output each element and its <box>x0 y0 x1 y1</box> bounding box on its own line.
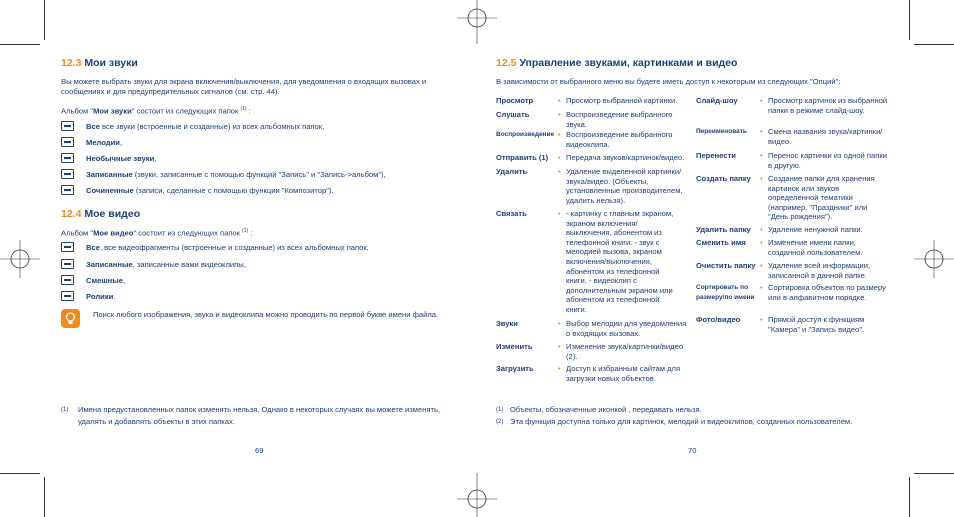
option-desc: • Изменение имени папки, созданной пользователем. <box>760 238 863 257</box>
crop-mark-top-left <box>44 0 45 40</box>
option-desc: • Создание папки для хранения картинок или звуков определенной тематики (например, "Праздники" или "День рождения"). <box>760 174 875 222</box>
option-desc: • Удаление выделенной картинки/звука/видео. (Объекты, установленные производителем, удалить нельзя). <box>558 167 683 205</box>
footnote-right-2: (2) Эта функция доступна только для картинок, мелодий и видеоклипов, созданных пользователем. <box>496 417 853 426</box>
crop-mark-bottom-right <box>909 477 910 517</box>
tip-text: Поиск любого изображения, звука и видеоклипа можно проводить по первой букве имени файла. <box>93 310 439 319</box>
option-label: Воспроизведение <box>496 131 555 138</box>
option-label: Удалить папку <box>696 225 751 234</box>
section-12-3-heading <box>61 57 138 69</box>
option-desc: • Воспроизведение выбранного видеоклипа. <box>558 130 673 149</box>
option-label: Сортировать по размеру/по имени <box>696 284 755 301</box>
registration-mark-right <box>914 236 954 282</box>
option-label: Отправить (1) <box>496 153 549 162</box>
option-label: Перенести <box>696 151 736 160</box>
option-label: Фото/видео <box>696 315 741 324</box>
crop-mark-bottom-left <box>44 477 45 517</box>
option-desc: • Сортировка объектов по размеру или в алфавитном порядке. <box>760 283 886 302</box>
option-label: Просмотр <box>496 96 534 105</box>
crop-mark-bottom-left-h <box>0 473 40 474</box>
option-desc: • Воспроизведение выбранного звука. <box>558 110 673 129</box>
option-desc: • Просмотр картинок из выбранной папки в режиме слайд-шоу. <box>760 96 888 115</box>
clips-icon <box>61 291 74 301</box>
intro-paragraph: Вы можете выбрать звуки для экрана включения/выключения, для уведомления о входящих вызовах и сообщениях и для предупредительных сигналов (см. стр. 44). <box>61 77 427 96</box>
footnote-left: (1) Имена предустановленных папок изменять нельзя. Однако в некоторых случаях вы можете изменять, удалять и добавлять объекты в этих папках. <box>61 405 441 426</box>
section-12-4-heading <box>61 208 140 220</box>
registration-mark-left <box>0 236 40 282</box>
all-video-icon <box>61 242 74 252</box>
melodies-icon <box>61 137 74 147</box>
option-desc: • Прямой доступ к функциям "Камера" и "Запись видео". <box>760 315 865 334</box>
option-label: Связать <box>496 209 527 218</box>
option-label: Создать папку <box>696 174 751 183</box>
section-number: 12.4 <box>61 208 82 220</box>
footnote-right-1: (1) Объекты, обозначенные иконкой , передавать нельзя. <box>496 405 702 414</box>
page-number-right: 70 <box>688 446 697 455</box>
section-12-5-heading <box>496 57 737 69</box>
registration-mark-bottom-center <box>452 473 502 517</box>
option-label: Изменить <box>496 342 533 351</box>
option-desc: • Перенос картинки из одной папки в другую. <box>760 151 887 170</box>
crop-mark-top-left-h <box>0 44 40 45</box>
recorded-video-icon <box>61 259 74 269</box>
crop-mark-bottom-right-h <box>914 473 954 474</box>
options-intro: В зависимости от выбранного меню вы будете иметь доступ к некоторым из следующих "Опций": <box>496 77 841 86</box>
section-number: 12.3 <box>61 57 82 69</box>
section-title: Управление звуками, картинками и видео <box>519 57 738 69</box>
option-label: Переименовать <box>696 128 747 135</box>
crop-mark-top-right <box>909 0 910 40</box>
option-label: Загрузить <box>496 364 534 373</box>
option-label: Звуки <box>496 319 518 328</box>
all-sounds-icon <box>61 121 74 131</box>
option-desc: • Удаление ненужной папки. <box>760 225 863 234</box>
funny-icon <box>61 275 74 285</box>
option-label: Сменить имя <box>696 238 746 247</box>
unusual-sounds-icon <box>61 153 74 163</box>
tip-lightbulb-icon <box>61 309 80 328</box>
page-number-left: 69 <box>255 446 264 455</box>
section-title: Мое видео <box>84 208 141 220</box>
option-label: Слушать <box>496 110 530 119</box>
option-desc: • Доступ к избранным сайтам для загрузки новых объектов. <box>558 364 681 383</box>
option-desc: • - картинку с главным экраном, экраном включения/выключения, абонентом из телефонной книги. - звук с мелодией вызова, экраном включения/выключения, абонентом из телефонной книги. - видеоклип с дополнительным экраном или абонентом из телефонной книги. <box>558 209 674 314</box>
album-video-line: Альбом "Мое видео" состоит из следующих папок $^{(1)}$ : <box>61 228 253 238</box>
option-desc: • Выбор мелодии для уведомления о входящих вызовах. <box>558 319 687 338</box>
option-desc: • Удаление всей информации, записанной в данной папке. <box>760 261 871 280</box>
section-number: 12.5 <box>496 57 517 69</box>
option-label: Удалить <box>496 167 528 176</box>
option-desc: • Передача звуков/картинок/видео. <box>558 153 685 162</box>
option-label: Очистить папку <box>696 261 756 270</box>
option-desc: • Просмотр выбранной картинки. <box>558 96 678 105</box>
registration-mark-top-center <box>452 0 502 44</box>
option-desc: • Изменение звука/картинки/видео (2). <box>558 342 684 361</box>
composer-icon <box>61 185 74 195</box>
option-label: Слайд-шоу <box>696 96 738 105</box>
option-desc: • Смена названия звука/картинки/видео. <box>760 127 883 146</box>
album-sounds-line: Альбом "Мои звуки" состоит из следующих папок $^{(1)}$ : <box>61 106 251 116</box>
recorded-icon <box>61 169 74 179</box>
crop-mark-top-right-h <box>914 44 954 45</box>
section-title: Мои звуки <box>84 57 138 69</box>
